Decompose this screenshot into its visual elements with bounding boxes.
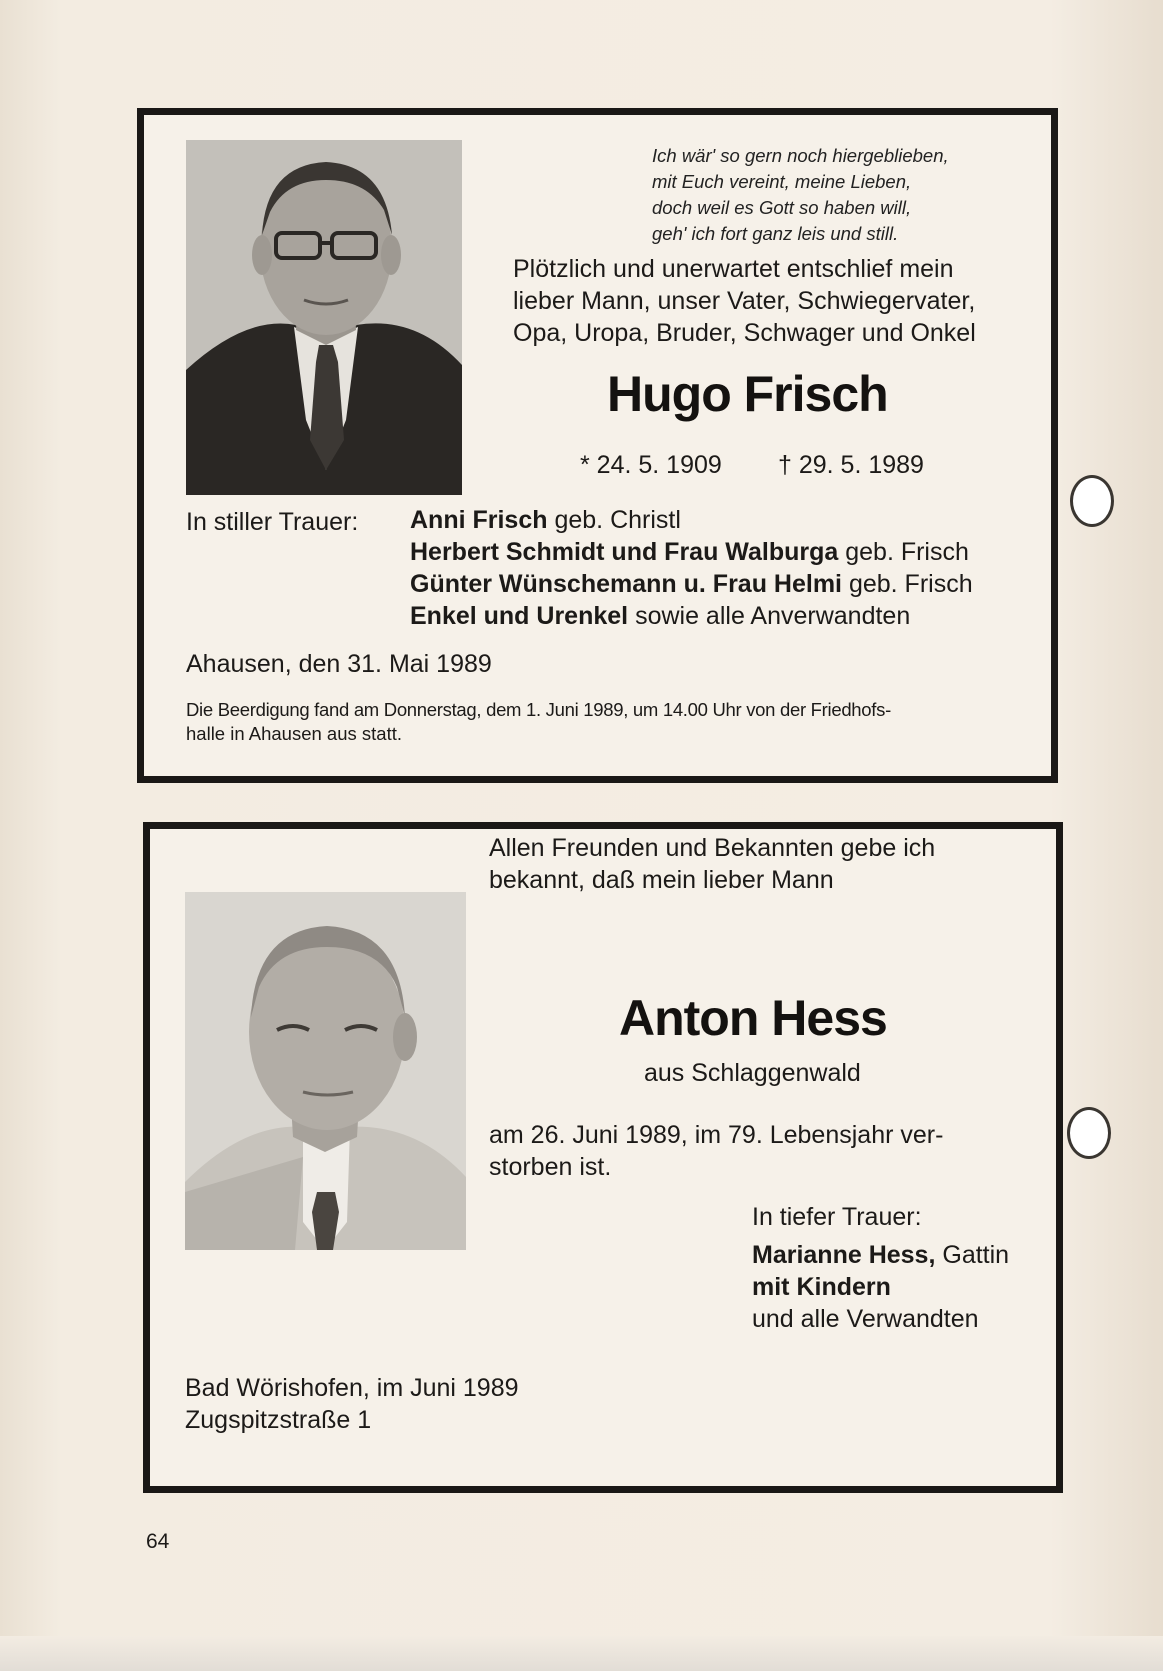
notice2-intro-text	[489, 832, 1049, 896]
memorial-verse	[652, 143, 1032, 247]
mourner-name: Marianne Hess,	[752, 1241, 936, 1269]
verse-line: geh' ich fort ganz leis und still.	[652, 223, 899, 244]
origin: aus Schlaggenwald	[644, 1059, 861, 1087]
place-and-date: Bad Wörishofen, im Juni 1989	[185, 1374, 519, 1402]
intro-line: Allen Freunden und Bekannten gebe ich	[489, 834, 936, 862]
announcement-intro	[513, 253, 1043, 349]
punch-hole	[1067, 1107, 1111, 1159]
verse-line: mit Euch vereint, meine Lieben,	[652, 171, 912, 192]
mourner-detail: geb. Frisch	[838, 538, 969, 566]
intro-line: lieber Mann, unser Vater, Schwiegervater,	[513, 287, 976, 315]
page-number: 64	[146, 1530, 170, 1553]
funeral-details	[186, 698, 1046, 746]
mourner-name: mit Kindern	[752, 1273, 891, 1301]
mourning-label: In tiefer Trauer:	[752, 1203, 922, 1231]
mourner-line	[752, 1303, 1009, 1335]
mourner-name: Herbert Schmidt und Frau Walburga	[410, 538, 839, 566]
mourner-name: Enkel und Urenkel	[410, 602, 629, 630]
funeral-line: halle in Ahausen aus statt.	[186, 723, 402, 744]
intro-line: Plötzlich und unerwartet entschlief mein	[513, 255, 954, 283]
mourner-line	[752, 1239, 1009, 1271]
mourner-name: Günter Wünschemann u. Frau Helmi	[410, 570, 842, 598]
mourner-detail: geb. Christl	[547, 506, 681, 534]
mourners-list	[752, 1239, 1009, 1335]
mourner-name: Anni Frisch	[410, 506, 548, 534]
birth-date: * 24. 5. 1909	[580, 451, 722, 479]
deceased-name: Anton Hess	[619, 990, 887, 1046]
mourning-label: In stiller Trauer:	[186, 508, 359, 536]
obituary-notice-anton-hess	[143, 822, 1063, 1493]
deceased-name: Hugo Frisch	[607, 366, 888, 422]
mourner-detail: Gattin	[935, 1241, 1010, 1269]
sender-info	[185, 1372, 519, 1436]
mourner-detail: sowie alle Anverwandten	[628, 602, 911, 630]
verse-line: doch weil es Gott so haben will,	[652, 197, 912, 218]
intro-line: bekannt, daß mein lieber Mann	[489, 866, 834, 894]
portrait-photo-anton-hess	[185, 892, 466, 1250]
address: Zugspitzstraße 1	[185, 1406, 372, 1434]
mourner-line	[410, 504, 973, 536]
death-announcement	[489, 1119, 1049, 1183]
portrait-photo-hugo-frisch	[186, 140, 462, 495]
mourner-detail: geb. Frisch	[842, 570, 973, 598]
mourner-line	[410, 600, 973, 632]
verse-line: Ich wär' so gern noch hiergeblieben,	[652, 145, 949, 166]
death-date: † 29. 5. 1989	[778, 451, 924, 479]
intro-line: Opa, Uropa, Bruder, Schwager und Onkel	[513, 319, 976, 347]
mourners-list	[410, 504, 973, 632]
mourner-line	[752, 1271, 1009, 1303]
place-and-date: Ahausen, den 31. Mai 1989	[186, 650, 492, 678]
death-line: storben ist.	[489, 1153, 612, 1181]
obituary-notice-hugo-frisch	[137, 108, 1058, 783]
funeral-line: Die Beerdigung fand am Donnerstag, dem 1. Juni 1989, um 14.00 Uhr von der Friedhofs-	[186, 699, 891, 720]
mourner-line	[410, 536, 973, 568]
punch-hole	[1070, 475, 1114, 527]
page-bottom-edge	[0, 1636, 1163, 1671]
mourner-line	[410, 568, 973, 600]
death-line: am 26. Juni 1989, im 79. Lebensjahr ver-	[489, 1121, 944, 1149]
mourner-detail: und alle Verwandten	[752, 1305, 979, 1333]
